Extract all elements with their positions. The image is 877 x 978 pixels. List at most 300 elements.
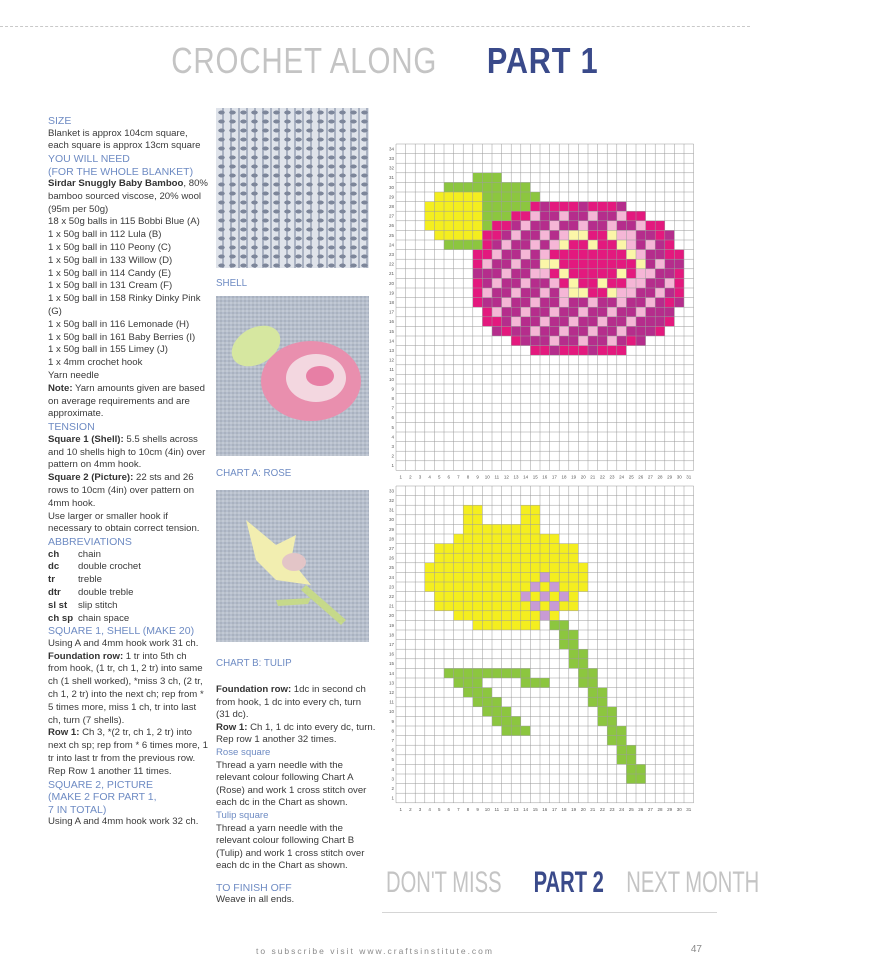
rose-cell	[550, 202, 560, 212]
tulip-x-tick: 18	[561, 806, 567, 812]
tulip-cell	[454, 601, 464, 611]
tulip-cell	[502, 582, 512, 592]
rose-y-tick: 7	[391, 405, 394, 411]
tension-s1	[48, 434, 208, 472]
abbreviation-value: slip stitch	[78, 599, 118, 611]
rose-cell	[473, 211, 483, 221]
rose-y-tick: 6	[391, 415, 394, 421]
tulip-y-tick: 32	[388, 498, 394, 503]
rose-cell	[492, 269, 502, 279]
tulip-cell	[588, 697, 598, 707]
tulip-cell	[559, 592, 569, 602]
tulip-x-tick: 12	[503, 806, 509, 812]
rose-cell	[511, 259, 521, 269]
rose-cell	[617, 202, 627, 212]
rose-cell	[617, 346, 627, 356]
tulip-y-tick: 9	[391, 718, 394, 724]
tulip-cell	[530, 572, 540, 582]
tulip-cell	[530, 553, 540, 563]
rose-cell	[665, 250, 675, 260]
tulip-cell	[492, 544, 502, 554]
rose-cell	[626, 240, 636, 250]
rose-y-tick: 32	[388, 165, 394, 171]
tulip-cell	[502, 716, 512, 726]
rose-cell	[598, 336, 608, 346]
materials-item: 1 x 50g ball in 155 Limey (J)	[48, 344, 168, 356]
tulip-y-tick: 18	[388, 632, 394, 638]
rose-cell	[521, 336, 531, 346]
rose-cell	[454, 230, 464, 240]
col2-rep: Rep row 1 another 32 times.	[216, 734, 337, 746]
tulip-x-tick: 9	[476, 806, 479, 812]
rose-cell	[665, 307, 675, 317]
tulip-cell	[530, 601, 540, 611]
rose-x-tick: 1	[399, 474, 403, 480]
rose-cell	[588, 326, 598, 336]
rose-cell	[569, 250, 579, 260]
rose-cell	[646, 240, 656, 250]
abbreviation-key: dtr	[48, 587, 61, 598]
rose-motif	[216, 296, 369, 456]
rose-cell	[511, 298, 521, 308]
rose-cell	[646, 288, 656, 298]
rose-cell	[559, 202, 569, 212]
rose-cell	[636, 326, 646, 336]
rose-x-tick: 24	[619, 474, 625, 480]
rose-cell	[588, 202, 598, 212]
col2-found-text: 1dc in second ch from hook, 1 dc into every ch, turn (31 dc).	[216, 684, 366, 721]
tulip-stem	[301, 585, 346, 625]
rose-cell	[454, 221, 464, 231]
rose-cell	[598, 288, 608, 298]
page-title	[0, 40, 750, 82]
tulip-y-tick: 15	[388, 661, 394, 667]
tulip-cell	[626, 774, 636, 784]
rose-cell	[578, 269, 588, 279]
rose-cell	[482, 211, 492, 221]
rose-cell	[578, 307, 588, 317]
rose-cell	[492, 240, 502, 250]
tulip-cell	[511, 726, 521, 736]
rose-cell	[607, 269, 617, 279]
tulip-cell	[492, 620, 502, 630]
rose-cell	[617, 298, 627, 308]
rose-cell	[655, 317, 665, 327]
rose-cell	[665, 259, 675, 269]
rose-cell	[511, 211, 521, 221]
rose-cell	[617, 288, 627, 298]
square2-intro: Using A and 4mm hook work 32 ch.	[48, 816, 199, 828]
rose-cell	[598, 230, 608, 240]
rose-cell	[655, 259, 665, 269]
rose-cell	[511, 221, 521, 231]
tulip-y-tick: 7	[391, 738, 394, 743]
rose-x-tick: 7	[457, 474, 460, 480]
rose-cell	[530, 288, 540, 298]
need-heading: YOU WILL NEED	[48, 153, 130, 166]
title-light: CROCHET ALONG	[170, 40, 437, 81]
rose-cell	[569, 259, 579, 269]
yarn-name: Sirdar Snuggly Baby Bamboo	[48, 178, 184, 190]
rose-y-tick: 16	[388, 319, 394, 325]
tulip-cell	[578, 563, 588, 573]
rose-y-tick: 29	[388, 194, 394, 200]
tulip-cell	[617, 755, 627, 765]
tulip-cell	[473, 620, 483, 630]
tulip-y-tick: 10	[388, 709, 394, 715]
tulip-cell	[492, 563, 502, 573]
tulip-cell	[502, 563, 512, 573]
tulip-y-tick: 28	[388, 536, 394, 542]
rose-cell	[559, 250, 569, 260]
square1-found-text: 1 tr into 5th ch from hook, (1 tr, ch 1, 2 tr) into same ch (1 shell worked), *miss 3 ch, (2 tr, ch 1, 2 tr) into the next ch; rep from * 5 times more, miss 1 ch, tr into last ch, turn (7 shells).	[48, 650, 204, 726]
tulip-cell	[550, 620, 560, 630]
rose-cell	[569, 211, 579, 221]
materials-item: Yarn needle	[48, 370, 100, 382]
rose-cell	[473, 240, 483, 250]
rose-x-tick: 15	[532, 474, 538, 480]
rose-cell	[454, 202, 464, 212]
tulip-cell	[473, 697, 483, 707]
rose-cell	[492, 298, 502, 308]
rose-y-tick: 24	[388, 242, 394, 248]
tulip-cell	[473, 601, 483, 611]
tulip-x-tick: 1	[399, 806, 403, 812]
tulip-y-tick: 23	[388, 584, 394, 590]
tulip-cell	[530, 534, 540, 544]
rose-cell	[511, 317, 521, 327]
rose-square-photo	[216, 296, 369, 456]
rose-cell	[492, 211, 502, 221]
rose-cell	[588, 230, 598, 240]
rose-cell	[578, 317, 588, 327]
tension-heading: TENSION	[48, 421, 95, 434]
rose-cell	[550, 250, 560, 260]
rose-x-tick: 29	[667, 474, 673, 480]
tulip-cell	[482, 620, 492, 630]
tulip-x-tick: 30	[676, 806, 682, 812]
rose-cell	[482, 221, 492, 231]
materials-item: 1 x 50g ball in 112 Lula (B)	[48, 229, 162, 241]
rose-cell	[434, 230, 444, 240]
tulip-y-tick: 27	[388, 546, 394, 551]
tulip-cell	[617, 726, 627, 736]
rose-cell	[636, 288, 646, 298]
rose-x-tick: 16	[542, 474, 548, 480]
rose-cell	[521, 192, 531, 202]
tulip-cell	[473, 688, 483, 698]
finish-heading: TO FINISH OFF	[216, 881, 292, 894]
rose-y-tick: 25	[388, 232, 394, 238]
rose-cell	[434, 211, 444, 221]
tulip-cell	[473, 611, 483, 621]
tulip-y-tick: 2	[391, 786, 394, 791]
abbreviation-key: dc	[48, 561, 60, 573]
tulip-x-tick: 31	[686, 806, 692, 812]
tulip-y-tick: 24	[388, 574, 394, 580]
rose-cell	[578, 288, 588, 298]
tulip-cell	[482, 534, 492, 544]
rose-cell	[530, 240, 540, 250]
square1-rep: Rep Row 1 another 11 times.	[48, 765, 172, 777]
rose-cell	[578, 278, 588, 288]
tulip-cell	[502, 553, 512, 563]
tulip-cell	[626, 755, 636, 765]
tulip-cell	[454, 534, 464, 544]
rose-cell	[502, 240, 512, 250]
tulip-cell	[550, 611, 560, 621]
tulip-cell	[444, 544, 454, 554]
rose-cell	[463, 221, 473, 231]
rose-cell	[588, 240, 598, 250]
tulip-cell	[502, 534, 512, 544]
size-heading: SIZE	[48, 115, 72, 127]
tension-s1-text: 5.5 shells across and 10 shells high to 10cm (4in) over pattern on 4mm hook.	[48, 433, 206, 471]
tulip-cell	[550, 553, 560, 563]
rose-cell	[482, 192, 492, 202]
rose-cell	[492, 202, 502, 212]
tulip-cell	[473, 563, 483, 573]
tulip-x-tick: 15	[532, 806, 538, 812]
tulip-cell	[434, 582, 444, 592]
tulip-cell	[550, 544, 560, 554]
rose-cell	[425, 202, 435, 212]
tulip-cell	[473, 553, 483, 563]
rose-cell	[626, 288, 636, 298]
note	[48, 383, 208, 421]
rose-cell	[578, 298, 588, 308]
rose-cell	[521, 307, 531, 317]
rose-cell	[511, 307, 521, 317]
rose-cell	[665, 288, 675, 298]
title-bold: PART 1	[486, 40, 599, 81]
tension-extra: Use larger or smaller hook if necessary to obtain correct tension.	[48, 510, 200, 535]
tulip-cell	[511, 544, 521, 554]
tulip-cell	[425, 563, 435, 573]
square1-row1	[48, 727, 208, 765]
tulip-cell	[473, 515, 483, 525]
tulip-cell	[492, 534, 502, 544]
tulip-cell	[434, 601, 444, 611]
rose-x-tick: 26	[638, 474, 644, 480]
rose-x-tick: 14	[523, 474, 529, 480]
chart-tulip-grid	[382, 482, 700, 812]
tulip-cell	[636, 774, 646, 784]
tulip-x-tick: 26	[638, 806, 644, 812]
tulip-cell	[598, 716, 608, 726]
rose-cell	[569, 269, 579, 279]
rose-cell	[598, 307, 608, 317]
finish-text: Weave in all ends.	[216, 894, 295, 906]
tulip-cell	[578, 572, 588, 582]
rose-cell	[511, 202, 521, 212]
rose-cell	[540, 326, 550, 336]
rose-y-tick: 2	[391, 453, 394, 459]
tulip-cell	[473, 572, 483, 582]
tulip-cell	[598, 707, 608, 717]
tulip-cell	[521, 544, 531, 554]
tulip-y-tick: 3	[391, 776, 394, 782]
rose-cell	[646, 250, 656, 260]
tulip-y-tick: 19	[388, 622, 394, 628]
banner-rule	[382, 912, 717, 913]
rose-cell	[617, 221, 627, 231]
banner-text	[386, 866, 788, 900]
shell-square-photo	[216, 108, 369, 268]
rose-cell	[482, 182, 492, 192]
rose-cell	[530, 317, 540, 327]
tulip-cell	[569, 544, 579, 554]
tulip-cell	[521, 515, 531, 525]
rose-cell	[588, 221, 598, 231]
rose-y-tick: 1	[391, 463, 394, 469]
tulip-cell	[473, 505, 483, 515]
top-dashed-rule	[0, 26, 750, 27]
tulip-cell	[444, 582, 454, 592]
rose-cell	[665, 230, 675, 240]
rose-x-tick: 31	[686, 474, 692, 480]
rose-cell	[674, 250, 684, 260]
rose-cell	[588, 250, 598, 260]
rose-cell	[607, 326, 617, 336]
tulip-cell	[444, 601, 454, 611]
rose-cell	[559, 221, 569, 231]
tulip-cell	[482, 668, 492, 678]
square2-heading2: (MAKE 2 FOR PART 1,	[48, 791, 157, 804]
col2-foundation	[216, 684, 376, 722]
tulip-cell	[559, 563, 569, 573]
rose-y-tick: 13	[388, 348, 394, 353]
rose-cell	[550, 336, 560, 346]
tulip-cell	[502, 601, 512, 611]
rose-cell	[626, 307, 636, 317]
rose-cell	[607, 336, 617, 346]
abbreviation-key: ch sp	[48, 612, 74, 624]
tulip-cell	[540, 611, 550, 621]
tulip-cell	[434, 544, 444, 554]
rose-cell	[550, 240, 560, 250]
chart-tulip	[382, 482, 700, 812]
tulip-cell	[434, 553, 444, 563]
rose-y-tick: 12	[388, 357, 394, 363]
tulip-y-tick: 33	[388, 488, 394, 494]
tulip-cell	[425, 572, 435, 582]
rose-cell	[665, 269, 675, 279]
rose-cell	[463, 182, 473, 192]
tulip-leaf	[276, 598, 311, 606]
tulip-y-tick: 20	[388, 613, 394, 619]
rose-cell	[530, 221, 540, 231]
tulip-cell	[521, 534, 531, 544]
tension-s2-text: 22 sts and 26 rows to 10cm (4in) over pattern on 4mm hook.	[48, 472, 195, 509]
rose-cell	[492, 182, 502, 192]
rose-x-tick: 8	[466, 474, 470, 480]
tulip-cell	[454, 668, 464, 678]
rose-cell	[646, 269, 656, 279]
caption-shell: SHELL	[216, 278, 248, 289]
rose-cell	[444, 211, 454, 221]
rose-cell	[530, 259, 540, 269]
tulip-cell	[492, 601, 502, 611]
rose-cell	[473, 173, 483, 183]
tulip-x-tick: 17	[551, 806, 557, 812]
rose-cell	[521, 211, 531, 221]
rose-cell	[569, 346, 579, 356]
tulip-x-tick: 7	[457, 806, 460, 812]
rose-cell	[607, 240, 617, 250]
rose-cell	[473, 288, 483, 298]
rose-cell	[550, 317, 560, 327]
rose-cell	[578, 240, 588, 250]
rose-cell	[530, 346, 540, 356]
tulip-cell	[617, 736, 627, 746]
rose-cell	[511, 230, 521, 240]
rose-center	[306, 366, 334, 386]
rose-cell	[636, 278, 646, 288]
tulip-x-tick: 16	[542, 806, 548, 812]
rose-y-tick: 9	[391, 386, 394, 392]
rose-cell	[607, 259, 617, 269]
tulip-cell	[482, 707, 492, 717]
tulip-cell	[521, 592, 531, 602]
tulip-y-tick: 29	[388, 526, 394, 532]
rose-cell	[492, 173, 502, 183]
rose-cell	[598, 259, 608, 269]
rose-cell	[617, 230, 627, 240]
tulip-cell	[502, 611, 512, 621]
chart-rose-grid	[382, 140, 700, 480]
tulip-cell	[482, 582, 492, 592]
rose-y-tick: 8	[391, 396, 394, 401]
tulip-cell	[569, 659, 579, 669]
rose-cell	[578, 326, 588, 336]
rose-cell	[607, 317, 617, 327]
tulip-cell	[578, 649, 588, 659]
tulip-cell	[588, 678, 598, 688]
rose-cell	[598, 346, 608, 356]
rose-cell	[636, 259, 646, 269]
rose-x-tick: 6	[447, 474, 451, 480]
rose-cell	[454, 211, 464, 221]
tulip-cell	[521, 505, 531, 515]
rose-cell	[550, 346, 560, 356]
tulip-cell	[473, 524, 483, 534]
square1-found-label: Foundation row:	[48, 650, 124, 662]
tulip-x-tick: 13	[513, 806, 519, 812]
rose-square-heading: Rose square	[216, 746, 271, 758]
rose-cell	[482, 259, 492, 269]
rose-cell	[655, 307, 665, 317]
rose-cell	[607, 307, 617, 317]
rose-cell	[617, 336, 627, 346]
rose-cell	[511, 326, 521, 336]
tulip-cell	[530, 515, 540, 525]
rose-cell	[425, 211, 435, 221]
tulip-cell	[473, 592, 483, 602]
rose-x-tick: 20	[580, 474, 586, 480]
rose-cell	[521, 326, 531, 336]
tulip-cell	[569, 572, 579, 582]
rose-cell	[646, 298, 656, 308]
rose-cell	[473, 202, 483, 212]
square1-heading: SQUARE 1, SHELL (MAKE 20)	[48, 625, 195, 638]
tulip-cell	[454, 544, 464, 554]
rose-cell	[674, 298, 684, 308]
rose-cell	[636, 269, 646, 279]
rose-cell	[444, 230, 454, 240]
rose-cell	[540, 250, 550, 260]
tulip-petals	[246, 520, 311, 585]
